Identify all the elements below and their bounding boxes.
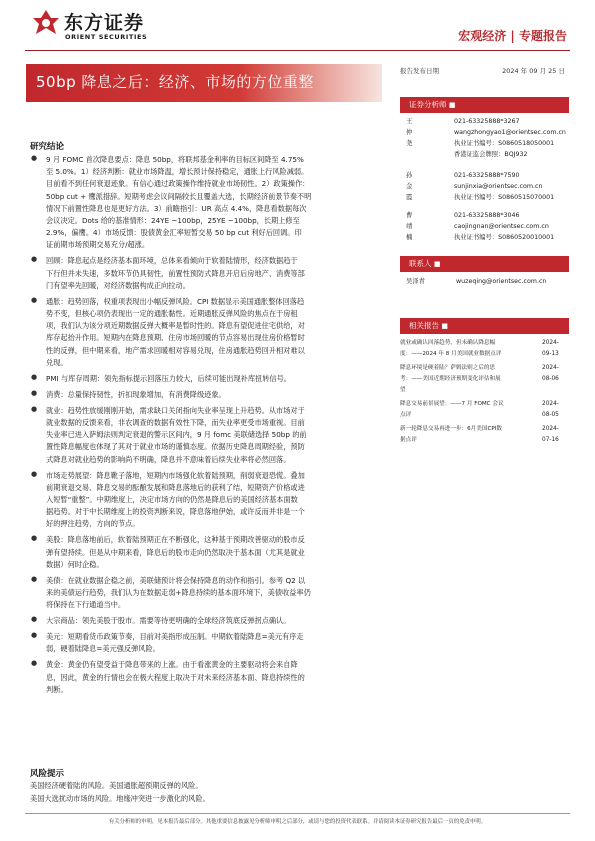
paragraph-line: 来的美债运行趋势，我们认为在数据走弱+降息持续的基本面环境下，美债收益率仍 — [46, 588, 311, 597]
footer-disclaimer: 有关分析师的申明，见本报告最后部分。其他重要信息披露见分析师申明之后部分，或请与您的投资代表联系。并请阅读本证券研究报告最后一页的免责申明。 — [108, 819, 487, 825]
paragraph-line: 证前期市场预期交易充分/超涨。 — [46, 240, 150, 250]
analyst-detail: 香港证监会牌照：BQJ932 — [454, 151, 528, 158]
conclusion-paragraph — [46, 389, 350, 401]
contact-email[interactable]: wuzeqing@orientsec.com.cn — [456, 278, 547, 285]
paragraph-line: 2.9%，偏鹰。4）市场反馈：股债黄金汇率短暂交易 50 bp cut 利好后回调。印 — [46, 228, 302, 238]
paragraph-line: 判断。 — [46, 684, 68, 694]
conclusion-paragraph — [46, 659, 350, 696]
paragraph-line: 门有望率先回暖，对经济数据构成正向拉动。 — [46, 280, 190, 290]
paragraph-line: 弹有望持续。但是从中期来看，降息后的股市走向仍然取决于基本面（尤其是就业 — [46, 547, 305, 557]
report-title: 50bp 降息之后：经济、市场的方位重整 — [36, 73, 314, 91]
paragraph-line: 项，我们认为该分项近期数据反弹大概率是暂时性的。降息有望促进住宅供给，对 — [46, 321, 305, 331]
paragraph-line: 就业数据的反馈来看，非农调查的数据有效性下降，而失业率更受市场重视。目前 — [46, 418, 305, 427]
paragraph-line: 通胀：趋势回落，权重项表现出小幅反弹风险。CPI 数据显示美国通胀整体回落趋 — [46, 296, 305, 306]
date-value: 2024 年 09 月 25 日 — [502, 67, 565, 75]
header-divider — [25, 50, 570, 51]
analysts-header: 证券分析师 ■ — [400, 97, 569, 113]
related-report-date: 2024-08-05 — [542, 401, 559, 418]
paragraph-line: 将保持在下行通道当中。 — [46, 600, 126, 610]
paragraph-line: 兑现。 — [46, 357, 68, 367]
paragraph-line: 美债：在就业数据企稳之前，美联储预计将会保持降息的动作和指引。参考 Q2 以 — [46, 575, 306, 585]
analyst-detail[interactable]: wangzhongyao1@orientsec.com.cn — [454, 129, 566, 136]
bullet-icon: ● — [31, 631, 38, 640]
paragraph-line: 势不变，但核心项仍表现出一定的通胀黏性。近期通胀反弹风险的焦点在于房租 — [46, 309, 298, 318]
conclusion-paragraph — [46, 631, 350, 655]
paragraph-line: 置性降息幅度也体现了其对于就业市场的谨慎态度。依据历史降息周期经验，预防 — [46, 442, 305, 452]
paragraph-line: 消费：总量保持韧性，折扣现象增加，有消费降级迹象。 — [46, 389, 226, 399]
paragraph-line: 好的押注趋势、方向的节点。 — [46, 519, 140, 529]
related-header-label: 相关报告 — [409, 321, 439, 330]
related-report-date: 2024-07-16 — [542, 426, 559, 443]
paragraph-line: 会议决定。Dots 给的基准情形：24YE ~100bp，25YE ~100bp，长期上修至 — [46, 216, 300, 226]
related-report-title: 据点评 — [400, 437, 417, 443]
report-category: 宏观经济 | 专题报告 — [458, 29, 567, 43]
analyst-detail: 执业证书编号：S0860515070001 — [454, 194, 555, 201]
bullet-icon: ● — [31, 615, 38, 624]
paragraph-line: 至 5.0%。1）经济判断：就业市场降温，增长预计保持稳定，通胀上行风险减弱。 — [46, 167, 309, 177]
paragraph-line: 回顾：降息起点是经济基本面环境，总体来看倾向于软着陆情形，经济数据趋于 — [46, 256, 298, 266]
paragraph-line: 就业：趋势性放缓刚刚开始，需求缺口关闭指向失业率呈现上升趋势。从市场对于 — [46, 405, 305, 415]
conclusion-paragraph — [46, 615, 350, 627]
related-report-title: 望 — [400, 387, 406, 393]
paragraph-line: PMI 与库存周期：领先指标提示回落压力较大，后续可能出现补库扭转信号。 — [46, 373, 291, 383]
analyst-detail: 021-63325888*7590 — [454, 172, 520, 179]
conclusion-paragraph — [46, 296, 350, 369]
paragraph-line: 市场走势展望：降息靴子落地，短期内市场强化软着陆预期，削弱衰退恐慌。叠加 — [46, 470, 305, 480]
conclusion-paragraph — [46, 154, 350, 252]
conclusion-paragraph — [46, 575, 350, 612]
paragraph-line: 下行但并未失速，多数环节仍具韧性，前置性预防式降息开启后房地产、消费等部 — [46, 268, 305, 278]
logo-text-cn: 东方证券 — [64, 12, 145, 34]
paragraph-line: 数据）何时企稳。 — [46, 559, 104, 569]
related-report-title: 新一轮降息交易再进一步：6月美国CPI数 — [400, 426, 502, 432]
bullet-icon: ● — [31, 388, 38, 397]
analysts-header-label: 证券分析师 — [409, 100, 447, 109]
orient-logo-icon — [32, 9, 60, 37]
paragraph-line: 大宗商品：领先美股于股市。需要等待更明确的全球经济筑底反弹拐点确认。 — [46, 616, 291, 626]
analyst-detail: 执业证书编号：S0860520010001 — [454, 234, 555, 241]
bullet-icon: ● — [31, 295, 38, 304]
conclusion-heading: 研究结论 — [30, 142, 65, 152]
conclusion-paragraph — [46, 534, 350, 571]
related-report-date: 2024-09-13 — [542, 340, 559, 357]
paragraph-line: 性的反弹，但中期来看，地产需求回暖相对容易兑现，住房通胀趋势回升相对难以 — [46, 345, 305, 355]
related-report-title: 就业或确认回落趋势，但未确认降息幅 — [400, 340, 496, 346]
related-report-title: 考：——美国近期经济预期变化评估和展 — [400, 376, 501, 382]
bullet-icon: ● — [31, 154, 38, 162]
related-report-date: 2024-08-06 — [542, 365, 559, 382]
contact-header: 联系人 ■ — [400, 256, 569, 272]
paragraph-line: 美股：降息落地前后，软着陆预期正在不断强化，这种基于预期改善驱动的股市反 — [46, 535, 305, 545]
conclusion-paragraph — [46, 470, 350, 531]
paragraph-line: 入短暂“重整”。中期维度上，决定市场方向的仍然是降息后的美国经济基本面数 — [46, 495, 298, 504]
footer-divider — [25, 813, 570, 814]
related-report-title: 度：——2024 年 8 月美国就业数据点评 — [400, 351, 502, 357]
bullet-icon: ● — [31, 372, 38, 381]
risk-heading: 风险提示 — [30, 769, 65, 779]
paragraph-line: 式降息对就业趋势的影响尚不明确，降息并不意味着后续失业率将必然回落。 — [46, 454, 291, 464]
paragraph-line: 美元：短期看货币政策节奏，目前对美指形成压制。中期软着陆降息=美元有序走 — [46, 632, 304, 642]
paragraph-line: 失业率已进入萨姆法则判定衰退的警示区间内，9 月 fomc 美联储选择 50bp 的前 — [46, 430, 307, 440]
conclusion-paragraph — [46, 373, 350, 385]
related-report-title: 降息环境是硬着陆？萨姆法则之后的思 — [400, 365, 496, 371]
contact-header-label: 联系人 — [409, 259, 432, 268]
paragraph-line: 9 月 FOMC 首次降息要点：降息 50bp，将联邦基金利率的目标区间降至 4.75% — [46, 155, 304, 164]
bullet-icon: ● — [31, 534, 38, 543]
conclusion-paragraph — [46, 405, 350, 466]
analyst-detail: 021-63325888*3046 — [454, 212, 520, 219]
related-header: 相关报告 ■ — [400, 318, 569, 334]
analyst-detail: 执业证书编号：S0860518050001 — [454, 140, 555, 147]
related-report-title: 点评 — [400, 412, 412, 418]
analyst-name: 王仲尧 — [406, 118, 413, 147]
paragraph-line: 前期衰退交易、降息交易的酝酿发展和降息落地后的获利了结，短期资产价格或进 — [46, 482, 305, 492]
analyst-name: 曹靖楠 — [406, 212, 413, 241]
paragraph-line: 弱，硬着陆降息=美元强反弹风险。 — [46, 644, 160, 654]
analyst-name: 孙金霞 — [406, 172, 413, 201]
date-label: 报告发布日期 — [400, 67, 439, 75]
logo-text-en: ORIENT SECURITIES — [65, 33, 148, 41]
related-report-title: 降息交易前景展望：——7 月 FOMC 会议 — [400, 401, 504, 407]
risk-line-1: 美国经济硬着陆的风险。美国通胀超预期反弹的风险。 — [30, 781, 203, 790]
bullet-icon: ● — [31, 404, 38, 413]
bullet-icon: ● — [31, 255, 38, 264]
analyst-detail[interactable]: caojingnan@orientsec.com.cn — [454, 223, 549, 230]
paragraph-line: 情况下前置性降息也是更好方法。3）前瞻指引：UR 高点 4.4%，降息看数据每次 — [46, 203, 307, 213]
analyst-detail[interactable]: sunjinxia@orientsec.com.cn — [454, 183, 543, 190]
contact-name: 吴泽青 — [406, 278, 425, 285]
analyst-detail: 021-63325888*3267 — [454, 118, 520, 125]
risk-line-2: 美国大选扰动市场的风险。地缘冲突进一步激化的风险。 — [30, 794, 210, 803]
paragraph-line: 50bp cut + 鹰派措辞。短期考虑会议间隔较长且覆盖大选，长期经济前景节奏不明 — [46, 191, 312, 201]
paragraph-line: 黄金：黄金仍有望受益于降息带来的上涨。由于看涨黄金的主要驱动将会来自降 — [46, 660, 298, 670]
paragraph-line: 目前看不到任何衰退迹象。有信心通过政策操作维持就业市场韧性。2）政策操作： — [46, 179, 310, 189]
bullet-icon: ● — [31, 659, 38, 668]
conclusion-paragraph — [46, 255, 350, 292]
bullet-icon: ● — [31, 574, 38, 583]
paragraph-line: 库存起抬升作用。短期内在降息预期、住房市场回暖的节点容易出现住房价格暂时 — [46, 333, 305, 343]
bullet-icon: ● — [31, 469, 38, 478]
paragraph-line: 据趋势。对于中长期维度上的投资判断来说，降息落地伊始，或许反而并非是一个 — [46, 507, 305, 517]
paragraph-line: 息，因此，黄金的行情也会在极大程度上取决于对未来经济基本面、降息持续性的 — [46, 672, 305, 682]
